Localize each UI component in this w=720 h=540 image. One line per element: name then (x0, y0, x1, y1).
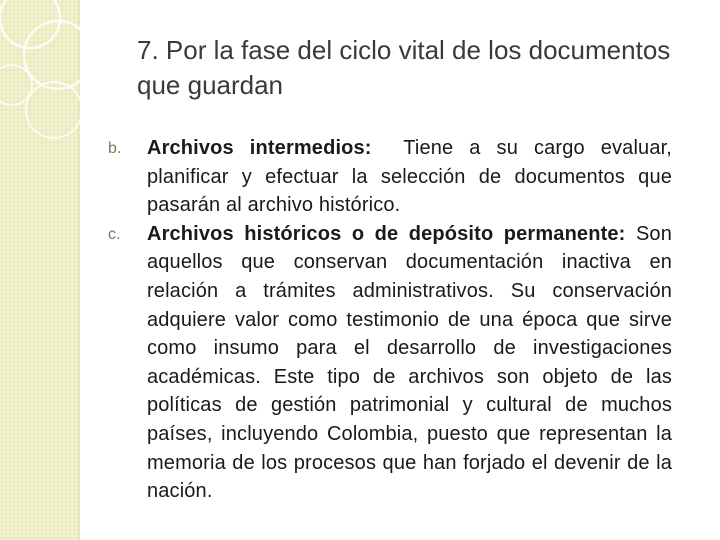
bullet-list (108, 134, 678, 506)
slide-title: 7. Por la fase del ciclo vital de los documentos que guardan (137, 35, 671, 100)
list-item-term: Archivos históricos o de depósito permanente: (147, 222, 626, 245)
list-item-text: Son aquellos que conservan documentación inactiva en relación a trámites administrativos. Su conservación adquiere valor como testimonio de una época que sirve como insumo para el desarrollo de investigaciones académicas. Este tipo de archivos son objeto de las políticas de gestión patrimonial y cultural de muchos países, incluyendo Colombia, puesto que representan la memoria de los procesos que han forjado el devenir de la nación. (147, 222, 672, 503)
list-item-term: Archivos intermedios: (147, 137, 372, 159)
decorative-rings (0, 0, 120, 170)
list-item-text: Tiene a su cargo evaluar, planificar y efectuar la selección de documentos que pasarán al archivo histórico. (147, 137, 678, 217)
list-marker: c. (108, 225, 121, 243)
list-item-intermedios (108, 134, 678, 220)
list-item-historicos (108, 220, 672, 506)
list-marker: b. (108, 140, 122, 157)
